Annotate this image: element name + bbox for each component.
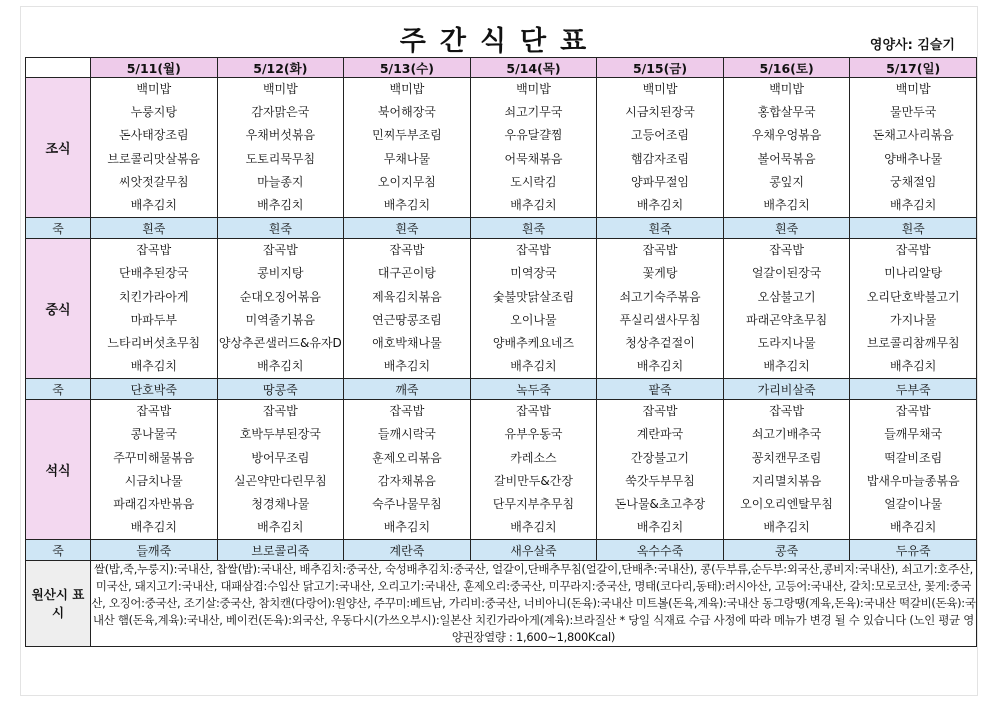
dish-item: 우채버섯볶음: [245, 128, 316, 143]
dish-item: 민찌두부조림: [372, 128, 442, 143]
dish-item: 카레소스: [510, 450, 557, 465]
lunch-cell: [850, 239, 977, 379]
dish-item: 잡곡밥: [895, 404, 931, 419]
breakfast-cell: [470, 78, 597, 218]
dish-item: 잡곡밥: [389, 243, 425, 258]
dinner-porridge-row: [26, 540, 977, 561]
dish-item: 유부우동국: [504, 427, 563, 442]
lunch-cell: [470, 239, 597, 379]
breakfast-row: [26, 78, 977, 218]
dish-item: 잡곡밥: [642, 243, 678, 258]
dish-item: 꽃게탕: [642, 266, 678, 281]
dish-item: 백미밥: [136, 82, 172, 96]
dish-item: 잡곡밥: [895, 243, 931, 258]
dish-item: 애호박채나물: [372, 335, 442, 350]
dish-item: 잡곡밥: [642, 404, 678, 419]
dinner-cell: [344, 400, 471, 540]
dish-item: 계란파국: [636, 427, 684, 442]
origin-text: 쌀(밥,죽,누룽지):국내산, 찹쌀(밥):국내산, 배추김치:중국산, 숙성배추김치:중국산, 얼갈이,단배추무침(얼갈이,단배추:국내산), 콩(두부류,순두부:외국산,콩비지:국내산), 쇠고기:호주산,미국산, 돼지고기:국내산, 대패삼겹:수입산 닭고기:국내산, 오리고기:국내산, 훈제오리:중국산, 미꾸라지:중국산, 명태(코다리,동태):러시아산, 고등어:국내산, 갈치:모로코산, 꽃게:중국산, 오징어:중국산, 조기살:중국산, 참치캔(다랑어):원양산, 주꾸미:베트남, 가리비:중국산, 너비아니(돈육):국내산 미트볼(돈육,계육):국내산 동그랑땡(계육,돈육):국내산 떡갈비(돈육):국내산 햄(돈육,계육):국내산, 베이컨(돈육):외국산, 우동다시(가쓰오부시):일본산 치킨가라아게(계육):브라질산 * 당일 식재료 수급 사정에 따라 메뉴가 변경 될 수 있습니다 (노인 평균 영양권장열량 : 1,600~1,800Kcal): [91, 561, 977, 647]
dish-item: 가지나물: [890, 312, 937, 327]
dish-item: 주꾸미해물볶음: [113, 450, 195, 465]
breakfast-cell: [91, 78, 218, 218]
breakfast-cell: [217, 78, 344, 218]
menu-sheet: [20, 6, 978, 696]
dish-item: 잡곡밥: [262, 243, 298, 258]
dish-item: 홍합살무국: [757, 105, 816, 120]
porridge-cell: 가리비살죽: [723, 379, 850, 400]
dish-item: 누룽지탕: [130, 105, 177, 120]
dish-item: 햄감자조림: [631, 151, 690, 166]
dish-item: 콩비지탕: [257, 266, 304, 281]
origin-label: 원산시 표시: [26, 561, 91, 647]
porridge-label: 죽: [26, 218, 91, 239]
dish-item: 연근땅콩조림: [372, 312, 442, 327]
breakfast-porridge-row: [26, 218, 977, 239]
dish-item: 도시락김: [510, 174, 557, 189]
day-header: 5/13(수): [344, 58, 471, 78]
dish-item: 배추김치: [763, 197, 810, 212]
dish-item: 배추김치: [510, 520, 557, 535]
dish-item: 잡곡밥: [136, 404, 172, 419]
dish-item: 브로콜리참깨무침: [866, 335, 960, 350]
dish-item: 우유달걀찜: [504, 128, 563, 143]
dish-item: 백미밥: [642, 82, 678, 96]
dish-item: 양배추나물: [884, 151, 943, 166]
porridge-cell: 흰죽: [597, 218, 724, 239]
dish-item: 얼갈이나물: [884, 497, 943, 511]
dish-item: 배추김치: [890, 197, 937, 212]
dish-item: 숯불맛닭살조림: [492, 289, 575, 304]
dish-item: 미역장국: [510, 266, 557, 281]
porridge-cell: 들깨죽: [91, 540, 218, 561]
dish-item: 시금치나물: [124, 473, 183, 488]
dish-item: 배추김치: [763, 520, 810, 535]
porridge-cell: 브로콜리죽: [217, 540, 344, 561]
lunch-porridge-row: [26, 379, 977, 400]
dish-item: 양파무절임: [631, 174, 690, 189]
porridge-cell: 두유죽: [850, 540, 977, 561]
porridge-label: 죽: [26, 540, 91, 561]
dish-item: 대구곤이탕: [377, 266, 436, 281]
dish-item: 제육김치볶음: [372, 289, 442, 304]
dish-item: 배추김치: [383, 520, 431, 535]
dish-item: 잡곡밥: [262, 404, 298, 419]
porridge-label: 죽: [26, 379, 91, 400]
dish-item: 파래김자반볶음: [113, 497, 195, 511]
dish-item: 배추김치: [130, 197, 177, 212]
origin-row: [26, 561, 977, 647]
dish-item: 쇠고기무국: [504, 105, 563, 120]
breakfast-cell: [344, 78, 471, 218]
dish-item: 양배추케요네즈: [492, 335, 575, 350]
dish-item: 백미밥: [389, 82, 425, 96]
dish-item: 볼어묵볶음: [757, 151, 816, 166]
dish-item: 배추김치: [890, 520, 937, 535]
dish-item: 숙주나물무침: [372, 497, 442, 511]
dish-item: 미역줄기볶음: [245, 312, 316, 327]
dish-item: 배추김치: [257, 359, 304, 374]
dish-item: 잡곡밥: [769, 404, 804, 419]
dish-item: 마파두부: [130, 312, 177, 327]
porridge-cell: 두부죽: [850, 379, 977, 400]
dish-item: 돈나물&초고추장: [614, 497, 706, 511]
dish-item: 잡곡밥: [516, 243, 551, 258]
dish-item: 배추김치: [383, 359, 431, 374]
dish-item: 떡갈비조림: [884, 450, 943, 465]
dish-item: 쇠고기배추국: [751, 427, 822, 442]
dinner-cell: [217, 400, 344, 540]
dish-item: 궁채절임: [890, 174, 937, 189]
dish-item: 배추김치: [383, 197, 431, 212]
dish-item: 쇠고기숙주볶음: [619, 289, 701, 304]
lunch-cell: [597, 239, 724, 379]
day-header: 5/14(목): [470, 58, 597, 78]
dish-item: 도토리묵무침: [245, 151, 316, 166]
page-title: 주간식단표: [399, 26, 601, 57]
dish-item: 북어해장국: [377, 105, 436, 120]
dish-item: 오이지무침: [377, 174, 436, 189]
day-header: 5/11(월): [91, 58, 218, 78]
dish-item: 우채우엉볶음: [751, 128, 822, 143]
porridge-cell: 흰죽: [217, 218, 344, 239]
breakfast-cell: [723, 78, 850, 218]
dish-item: 백미밥: [895, 82, 931, 96]
dish-item: 배추김치: [257, 520, 304, 535]
dish-item: 배추김치: [510, 197, 557, 212]
dish-item: 밥새우마늘종볶음: [866, 473, 960, 488]
dish-item: 배추김치: [890, 359, 937, 374]
dish-item: 잡곡밥: [769, 243, 804, 258]
dish-item: 간장불고기: [631, 450, 690, 465]
lunch-row: [26, 239, 977, 379]
dish-item: 콩잎지: [769, 174, 804, 189]
porridge-cell: 흰죽: [850, 218, 977, 239]
dish-item: 배추김치: [257, 197, 304, 212]
dish-item: 돈채고사리볶음: [872, 128, 954, 143]
dish-item: 배추김치: [130, 359, 177, 374]
dish-item: 갈비만두&간장: [494, 473, 573, 488]
breakfast-cell: [597, 78, 724, 218]
porridge-cell: 흰죽: [723, 218, 850, 239]
dish-item: 어묵채볶음: [504, 151, 563, 166]
dish-item: 백미밥: [516, 82, 551, 96]
porridge-cell: 땅콩죽: [217, 379, 344, 400]
dish-item: 잡곡밥: [516, 404, 551, 419]
dish-item: 마늘종지: [257, 174, 304, 189]
porridge-cell: 계란죽: [344, 540, 471, 561]
dish-item: 콩나물국: [130, 427, 177, 442]
lunch-cell: [217, 239, 344, 379]
dish-item: 배추김치: [763, 359, 810, 374]
lunch-cell: [344, 239, 471, 379]
dish-item: 배추김치: [510, 359, 557, 374]
dish-item: 청상추겉절이: [625, 335, 695, 350]
porridge-cell: 새우살죽: [470, 540, 597, 561]
dish-item: 호박두부된장국: [239, 427, 321, 442]
lunch-cell: [723, 239, 850, 379]
dish-item: 단배추된장국: [119, 266, 189, 281]
corner-cell: [26, 58, 91, 78]
dish-item: 푸실리샐사무침: [619, 312, 701, 327]
dinner-cell: [597, 400, 724, 540]
dish-item: 감자채볶음: [377, 473, 436, 488]
dish-item: 감자맑은국: [251, 105, 310, 120]
porridge-cell: 옥수수죽: [597, 540, 724, 561]
dish-item: 양상추콘샐러드&유자D: [218, 335, 342, 350]
dinner-row: [26, 400, 977, 540]
porridge-cell: 녹두죽: [470, 379, 597, 400]
dish-item: 치킨가라아게: [119, 289, 189, 304]
dish-item: 들깨무채국: [884, 427, 943, 442]
dish-item: 지리멸치볶음: [751, 473, 822, 488]
dish-item: 도라지나물: [757, 335, 816, 350]
porridge-cell: 흰죽: [91, 218, 218, 239]
dish-item: 순대오징어볶음: [239, 289, 321, 304]
dish-item: 시금치된장국: [625, 105, 695, 120]
dish-item: 쑥갓두부무침: [625, 473, 695, 488]
dish-item: 물만두국: [890, 105, 937, 120]
dinner-cell: [850, 400, 977, 540]
dinner-cell: [723, 400, 850, 540]
dish-item: 훈제오리볶음: [372, 450, 442, 465]
dish-item: 얼갈이된장국: [751, 266, 822, 281]
dish-item: 배추김치: [636, 197, 684, 212]
breakfast-label: 조식: [26, 78, 91, 218]
dish-item: 느타리버섯초무침: [107, 335, 201, 350]
lunch-label: 중식: [26, 239, 91, 379]
dish-item: 잡곡밥: [136, 243, 172, 258]
dish-item: 배추김치: [636, 359, 684, 374]
porridge-cell: 흰죽: [470, 218, 597, 239]
day-header: 5/12(화): [217, 58, 344, 78]
day-header-row: [26, 58, 977, 78]
dish-item: 들깨시락국: [377, 427, 436, 442]
dish-item: 오삼불고기: [757, 289, 816, 304]
porridge-cell: 콩죽: [723, 540, 850, 561]
weekly-menu-table: [25, 57, 977, 647]
dish-item: 잡곡밥: [389, 404, 425, 419]
porridge-cell: 깨죽: [344, 379, 471, 400]
dish-item: 배추김치: [636, 520, 684, 535]
dish-item: 청경채나물: [251, 497, 310, 511]
day-header: 5/17(일): [850, 58, 977, 78]
dish-item: 꽁치캔무조림: [751, 450, 822, 465]
dish-item: 실곤약만다린무침: [233, 473, 327, 488]
day-header: 5/15(금): [597, 58, 724, 78]
porridge-cell: 팥죽: [597, 379, 724, 400]
dish-item: 배추김치: [130, 520, 177, 535]
dish-item: 오이오리엔탈무침: [740, 497, 833, 511]
dinner-cell: [91, 400, 218, 540]
day-header: 5/16(토): [723, 58, 850, 78]
porridge-cell: 단호박죽: [91, 379, 218, 400]
dish-item: 브로콜리맛살볶음: [107, 151, 201, 166]
breakfast-cell: [850, 78, 977, 218]
porridge-cell: 흰죽: [344, 218, 471, 239]
dish-item: 고등어조림: [631, 128, 690, 143]
nutritionist-label: 영양사: 김슬기: [869, 38, 955, 53]
dish-item: 미나리알탕: [884, 266, 943, 281]
lunch-cell: [91, 239, 218, 379]
dish-item: 백미밥: [262, 82, 298, 96]
dinner-label: 석식: [26, 400, 91, 540]
dish-item: 돈사태장조림: [119, 128, 189, 143]
dinner-cell: [470, 400, 597, 540]
dish-item: 무채나물: [383, 151, 431, 166]
dish-item: 씨앗젓갈무침: [119, 174, 189, 189]
dish-item: 오리단호박불고기: [866, 289, 960, 304]
dish-item: 오이나물: [510, 312, 557, 327]
dish-item: 단무지부추무침: [492, 497, 575, 511]
dish-item: 백미밥: [769, 82, 804, 96]
dish-item: 파래곤약초무침: [746, 312, 828, 327]
dish-item: 방어무조림: [251, 450, 310, 465]
